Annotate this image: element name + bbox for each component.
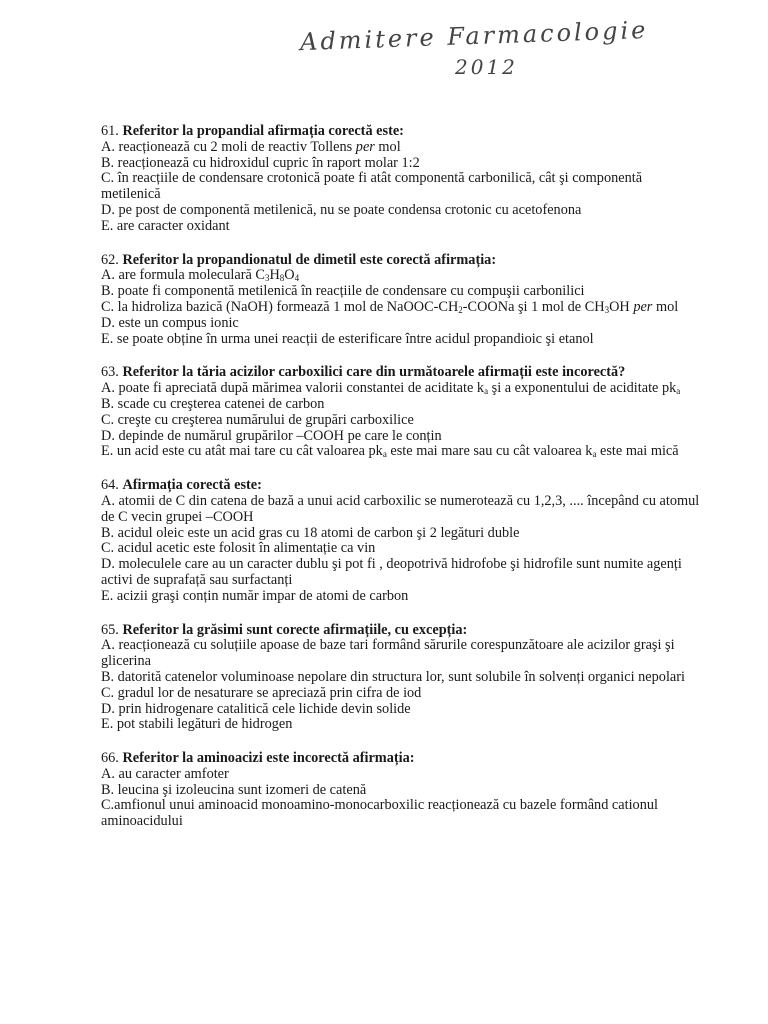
answer-option: A. poate fi apreciată după mărimea valorii constantei de aciditate $k_a$ şi a exponentului de aciditate $pk_a$ (101, 380, 681, 397)
answer-option: E. acizii graşi conțin număr impar de atomi de carbon (101, 587, 409, 604)
question-number: 61. (101, 123, 119, 139)
question-number: 65. (101, 621, 119, 638)
answer-option: A. atomii de C din catena de bază a unui acid carboxilic se numerotează cu 1,2,3, .... începând cu atomul de C vecin grupei –COOH (101, 492, 700, 525)
question-66 (101, 751, 701, 830)
question-title: Referitor la propandial afirmația corectă este: (122, 123, 404, 139)
answer-option: E. un acid este cu atât mai tare cu cât valoarea $pk_a$ este mai mare sau cu cât valoarea $k_a$ este mai mică (101, 443, 679, 460)
answer-option: B. leucina şi izoleucina sunt izomeri de catenă (101, 781, 367, 798)
question-62 (101, 253, 701, 348)
question-heading (101, 751, 701, 767)
answer-option: C. gradul lor de nesaturare se apreciază prin cifra de iod (101, 684, 422, 701)
answer-option: E. pot stabili legături de hidrogen (101, 716, 293, 733)
question-65 (101, 623, 701, 734)
answer-option: B. reacționează cu hidroxidul cupric în raport molar 1:2 (101, 154, 420, 171)
question-64 (101, 478, 701, 604)
question-title: Referitor la grăsimi sunt corecte afirmațiile, cu excepția: (122, 621, 468, 638)
question-heading (101, 623, 701, 639)
answer-option: E. are caracter oxidant (101, 217, 230, 234)
answer-option: C. creşte cu creşterea numărului de grupări carboxilice (101, 411, 414, 428)
answer-option: B. datorită catenelor voluminoase nepolare din structura lor, sunt solubile în solvenți organici nepolari (101, 668, 685, 685)
handwritten-title: Admitere Farmacologie (299, 15, 649, 57)
question-61 (101, 124, 701, 235)
question-number: 63. (101, 364, 119, 381)
answer-option: A. au caracter amfoter (101, 765, 229, 782)
question-heading (101, 124, 701, 140)
answer-option: C. în reacțiile de condensare crotonică poate fi atât componentă carbonilică, cât şi componentă metilenică (101, 170, 643, 203)
handwritten-year: 2012 (455, 55, 518, 79)
answer-option: D. depinde de numărul grupărilor –COOH pe care le conțin (101, 427, 442, 444)
answer-option: B. scade cu creşterea catenei de carbon (101, 395, 325, 412)
answer-option: A. reacționează cu soluțiile apoase de baze tari formând sărurile corespunzătoare ale acizilor graşi şi glicerina (101, 637, 675, 670)
answer-option: D. pe post de componentă metilenică, nu se poate condensa crotonic cu acetofenona (101, 201, 582, 218)
question-number: 64. (101, 477, 119, 494)
question-title: Referitor la tăria acizilor carboxilici care din următoarele afirmații este incorectă? (122, 364, 626, 381)
question-number: 62. (101, 251, 119, 268)
question-heading (101, 365, 701, 381)
question-title: Referitor la aminoacizi este incorectă afirmația: (122, 750, 415, 767)
answer-option: D. moleculele care au un caracter dublu şi pot fi , deopotrivă hidrofobe şi hidrofile sunt numite agenți activi de suprafață sau surfactanți (101, 556, 682, 588)
question-63 (101, 365, 701, 460)
answer-option: D. este un compus ionic (101, 314, 239, 331)
answer-option: C. la hidroliza bazică (NaOH) formează 1 mol de NaOOC-$CH_2$-COONa şi 1 mol de $CH_3OH$ per mol (101, 298, 679, 315)
answer-option: E. se poate obține în urma unei reacții de esterificare între acidul propandioic şi etanol (101, 330, 594, 347)
answer-option: B. acidul oleic este un acid gras cu 18 atomi de carbon şi 2 legături duble (101, 524, 520, 541)
question-list (101, 124, 701, 848)
question-number: 66. (101, 750, 119, 767)
question-heading (101, 478, 701, 494)
answer-option: A. reacționează cu 2 moli de reactiv Tollens per mol (101, 138, 401, 155)
question-title: Afirmația corectă este: (122, 477, 262, 494)
answer-option: C. acidul acetic este folosit în alimentație ca vin (101, 540, 376, 557)
answer-option: B. poate fi componentă metilenică în reacțiile de condensare cu compuşii carbonilici (101, 283, 585, 300)
question-title: Referitor la propandionatul de dimetil este corectă afirmația: (122, 251, 497, 268)
question-heading (101, 253, 701, 269)
answer-option: D. prin hidrogenare catalitică cele lichide devin solide (101, 700, 411, 717)
answer-option: A. are formula moleculară $C_3H_8O_4$ (101, 267, 300, 284)
answer-option: C.amfionul unui aminoacid monoamino-monocarboxilic reacționează cu bazele formând cationul aminoacidului (101, 797, 658, 830)
